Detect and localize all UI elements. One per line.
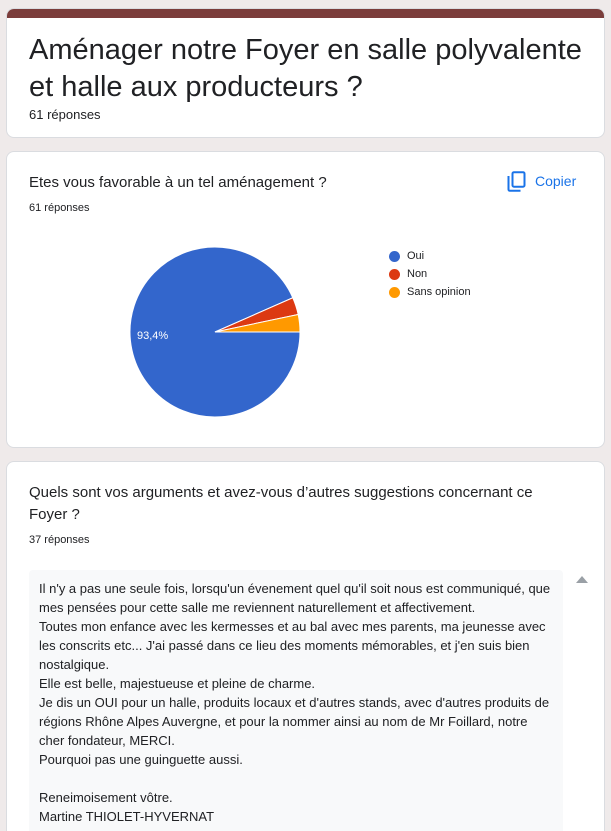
pie-chart — [125, 242, 305, 422]
total-responses: 61 réponses — [29, 107, 101, 122]
question-title: Quels sont vos arguments et avez-vous d’autres suggestions concernant ce Foyer ? — [29, 484, 533, 523]
question-title: Etes vous favorable à un tel aménagement ? — [29, 174, 327, 191]
answer-text: Il n'y a pas une seule fois, lorsqu'un évenement quel qu'il soit nous est communiqué, que mes pensées pour cette salle me reviennent naturellement et affectivement. Toutes mon enfance avec les kermesses et au bal avec mes parents, ma jeunesse avec les conscrits etc... J'ai passé dans ce lieu des moments mémorables, et j'en suis bien nostalgique. Elle est belle, majestueuse et pleine de charme. Je dis un OUI pour un halle, produits locaux et d'autres stands, avec d'autres produits de régions Rhône Alpes Auvergne, et pour la nommer ainsi au nom de Mr Foillard, notre cher fondateur, MERCI. Pourquoi pas une guinguette aussi. Reneimoisement vôtre. Martine THIOLET-HYVERNAT — [39, 581, 551, 824]
question-responses: 37 réponses — [29, 534, 90, 546]
legend-label: Non — [407, 268, 428, 280]
form-header-card — [6, 8, 605, 138]
answers-scrollbar[interactable] — [575, 572, 589, 831]
legend-item-sans-opinion[interactable] — [389, 283, 471, 301]
form-title: Aménager notre Foyer en salle polyvalente et halle aux producteurs ? — [29, 34, 582, 103]
legend-item-oui[interactable] — [389, 247, 471, 265]
copy-button[interactable] — [507, 170, 576, 192]
legend-label: Oui — [407, 250, 425, 262]
header-color-bar — [7, 9, 604, 18]
copy-icon — [507, 171, 526, 192]
legend-dot-oui — [389, 251, 400, 262]
question-card-arguments — [6, 461, 605, 831]
legend-dot-non — [389, 269, 400, 280]
chart-legend — [389, 247, 471, 301]
legend-label: Sans opinion — [407, 286, 471, 298]
question-responses: 61 réponses — [29, 202, 90, 214]
question-card-favorable — [6, 151, 605, 448]
scroll-up-arrow-icon[interactable] — [576, 576, 588, 583]
copy-label: Copier — [535, 173, 577, 189]
text-answer — [29, 570, 563, 831]
slice-percent-label: 93,4% — [137, 330, 169, 342]
legend-dot-sans-opinion — [389, 287, 400, 298]
legend-item-non[interactable] — [389, 265, 471, 283]
